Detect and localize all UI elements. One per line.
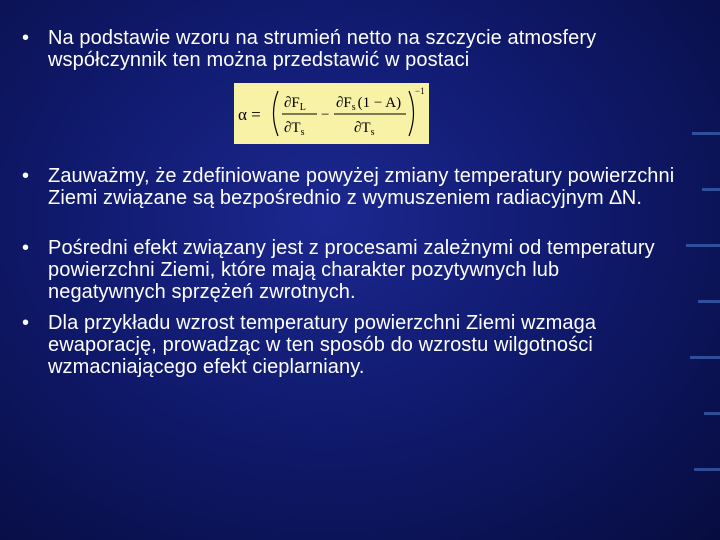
stripe	[702, 188, 720, 191]
bullet-text: Na podstawie wzoru na strumień netto na szczycie atmosfery współczynnik ten można przedstawić w postaci	[48, 27, 597, 71]
bullet-1	[22, 27, 682, 71]
right-paren	[409, 91, 414, 136]
formula-exponent: −1	[415, 86, 425, 96]
left-paren	[274, 91, 279, 136]
formula-num2-tail: (1 − A)	[357, 95, 402, 111]
formula-num1: ∂F	[284, 95, 300, 111]
svg-text:∂FL	[284, 95, 306, 113]
svg-text:∂Fs(1 − A)	[336, 95, 401, 113]
formula-den2-sub: s	[370, 127, 375, 138]
alpha-formula	[234, 83, 429, 144]
stripe	[694, 468, 720, 471]
bullet-text: Zauważmy, że zdefiniowane powyżej zmiany temperatury powierzchni Ziemi związane są bezpośrednio z wymuszeniem radiacyjnym ∆N.	[48, 165, 675, 209]
svg-text:∂Ts	[284, 120, 305, 138]
bullet-marker: •	[22, 165, 30, 187]
stripe	[698, 300, 720, 303]
stripe	[704, 412, 720, 415]
formula-den1: ∂T	[284, 120, 301, 136]
formula-num2-sub: s	[351, 102, 356, 113]
formula-lhs: α =	[238, 105, 261, 124]
bullet-4	[22, 312, 682, 378]
formula-num2: ∂F	[336, 95, 352, 111]
bullet-marker: •	[22, 27, 30, 49]
bullet-text: Pośredni efekt związany jest z procesami zależnymi od temperatury powierzchni Ziemi, które mają charakter pozytywnych lub negatywnych sprzężeń zwrotnych.	[48, 237, 655, 303]
stripe	[692, 132, 720, 135]
stripe	[690, 356, 720, 359]
bullet-marker: •	[22, 237, 30, 259]
bullet-marker: •	[22, 312, 30, 334]
svg-text:∂Ts	[354, 120, 375, 138]
decorative-stripes	[680, 0, 720, 540]
formula-graphic	[234, 83, 429, 144]
formula-minus: −	[321, 107, 330, 123]
stripe	[686, 244, 720, 247]
formula-den2: ∂T	[354, 120, 371, 136]
formula-num1-sub: L	[299, 102, 306, 113]
bullet-2	[22, 165, 682, 209]
bullet-3	[22, 237, 682, 303]
formula-den1-sub: s	[300, 127, 305, 138]
bullet-text: Dla przykładu wzrost temperatury powierzchni Ziemi wzmaga ewaporację, prowadząc w ten sposób do wzrostu wilgotności wzmacniającego efekt cieplarniany.	[48, 312, 597, 378]
